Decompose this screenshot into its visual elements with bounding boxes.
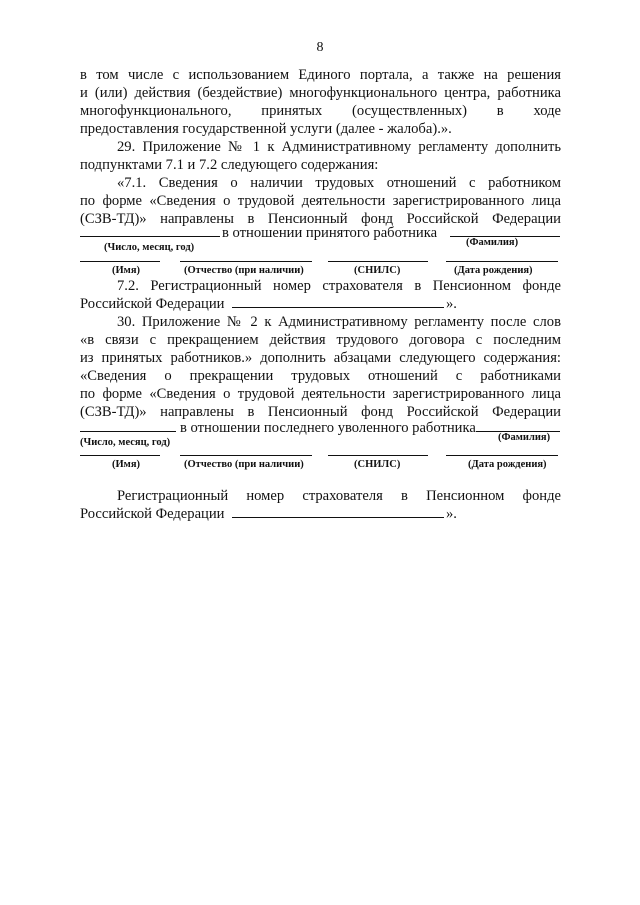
birthdate-blank-2 <box>446 455 558 456</box>
caption-date: (Число, месяц, год) <box>104 242 195 253</box>
snils-blank-2 <box>328 455 428 456</box>
name-blank <box>80 261 160 262</box>
paragraph-30-line-6: (СЗВ-ТД)» направлены в Пенсионный фонд Российской Федерации <box>80 404 561 420</box>
snils-blank <box>328 261 428 262</box>
paragraph-30-line-2: «в связи с прекращением действия трудового договора с последним <box>80 332 561 348</box>
reg-number-blank <box>232 307 444 308</box>
date-blank-2 <box>80 431 176 432</box>
caption-surname-2: (Фамилия) <box>498 432 551 443</box>
text-line-2: и (или) действия (бездействие) многофункционального центра, работника <box>80 85 561 101</box>
patronymic-blank-2 <box>180 455 312 456</box>
item-7-1-line-3: (СЗВ-ТД)» направлены в Пенсионный фонд Российской Федерации <box>80 211 561 227</box>
text-line-1: в том числе с использованием Единого портала, а также на решения <box>80 67 561 83</box>
caption-snils-2: (СНИЛС) <box>354 459 401 470</box>
caption-surname: (Фамилия) <box>466 237 519 248</box>
reg-number-line-2: Российской Федерации <box>80 506 225 522</box>
item-7-2-end: ». <box>446 296 457 312</box>
item-7-1-line-4: в отношении принятого работника <box>222 225 438 241</box>
item-7-1-line-1: «7.1. Сведения о наличии трудовых отношений с работником <box>117 175 561 191</box>
paragraph-30-line-1: 30. Приложение № 2 к Административному регламенту после слов <box>117 314 561 330</box>
name-blank-2 <box>80 455 160 456</box>
date-blank <box>80 236 220 237</box>
caption-name: (Имя) <box>112 265 140 276</box>
caption-snils: (СНИЛС) <box>354 265 401 276</box>
birthdate-blank <box>446 261 558 262</box>
caption-name-2: (Имя) <box>112 459 140 470</box>
caption-patronymic-2: (Отчество (при наличии) <box>184 459 304 470</box>
paragraph-30-line-7: в отношении последнего уволенного работника <box>180 420 476 436</box>
paragraph-29-line-2: подпунктами 7.1 и 7.2 следующего содержания: <box>80 157 379 173</box>
patronymic-blank <box>180 261 312 262</box>
reg-number-line-1: Регистрационный номер страхователя в Пенсионном фонде <box>117 488 561 504</box>
paragraph-30-line-5: по форме «Сведения о трудовой деятельности зарегистрированного лица <box>80 386 561 402</box>
text-line-4: предоставления государственной услуги (далее - жалоба).». <box>80 121 452 137</box>
item-7-2-line-2: Российской Федерации <box>80 296 225 312</box>
text-line-3: многофункционального, принятых (осуществленных) в ходе <box>80 103 561 119</box>
item-7-2-line-1: 7.2. Регистрационный номер страхователя в Пенсионном фонде <box>117 278 561 294</box>
caption-date-2: (Число, месяц, год) <box>80 437 171 448</box>
reg-number-end: ». <box>446 506 457 522</box>
paragraph-30-line-3: из принятых работников.» дополнить абзацами следующего содержания: <box>80 350 561 366</box>
reg-number-blank-2 <box>232 517 444 518</box>
page-number: 8 <box>316 40 324 55</box>
caption-birthdate-2: (Дата рождения) <box>468 459 547 470</box>
paragraph-30-line-4: «Сведения о прекращении трудовых отношений с работниками <box>80 368 561 384</box>
caption-patronymic: (Отчество (при наличии) <box>184 265 304 276</box>
caption-birthdate: (Дата рождения) <box>454 265 533 276</box>
item-7-1-line-2: по форме «Сведения о трудовой деятельности зарегистрированного лица <box>80 193 561 209</box>
paragraph-29-line-1: 29. Приложение № 1 к Административному регламенту дополнить <box>117 139 561 155</box>
